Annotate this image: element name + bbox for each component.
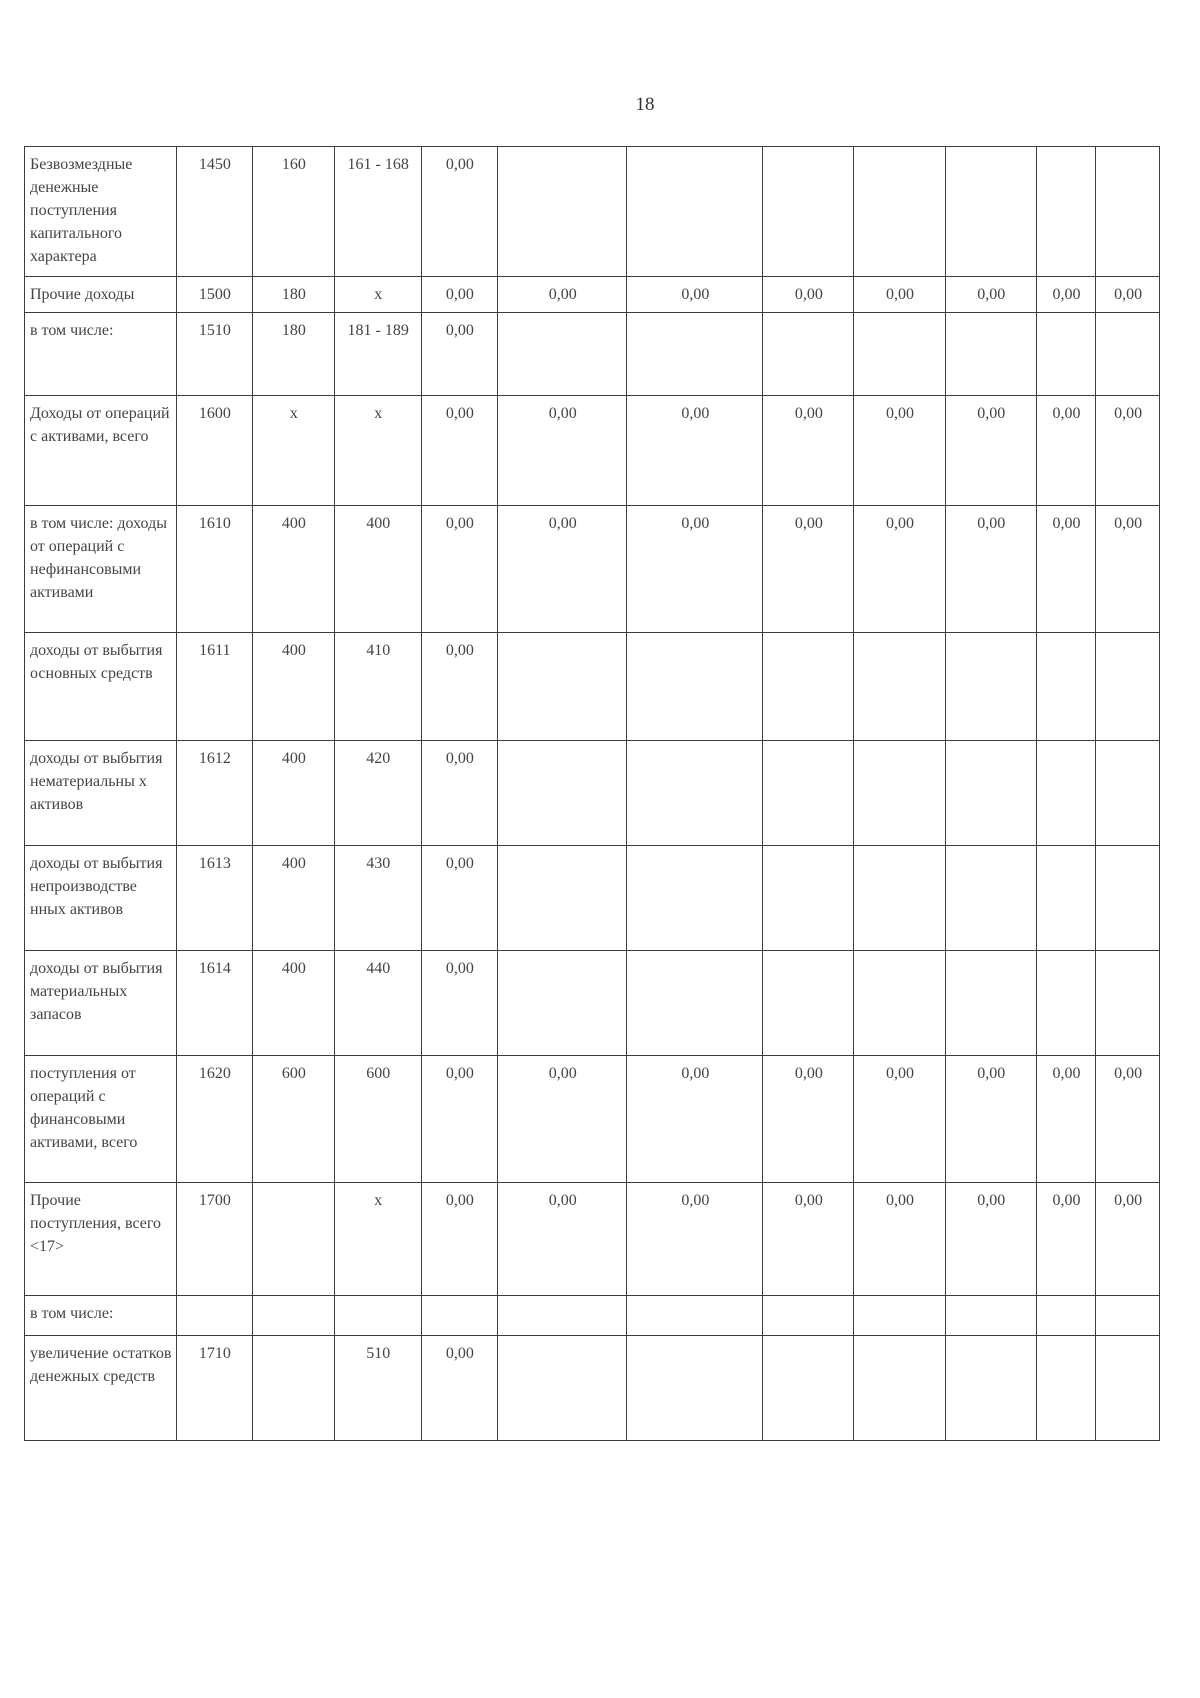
subcode-cell: 510 <box>334 1336 421 1441</box>
amount-cell <box>1036 1336 1095 1441</box>
amount-cell <box>1096 951 1160 1056</box>
subcode-cell: 440 <box>334 951 421 1056</box>
amount-cell <box>854 147 945 277</box>
amount-cell: 0,00 <box>421 277 497 313</box>
amount-cell: 0,00 <box>421 147 497 277</box>
amount-cell: 0,00 <box>1096 1183 1160 1296</box>
amount-cell <box>1036 951 1095 1056</box>
amount-cell: 0,00 <box>627 506 763 633</box>
row-name-cell: доходы от выбытия материальных запасов <box>25 951 177 1056</box>
amount-cell: 0,00 <box>421 1336 497 1441</box>
subcode-cell: 400 <box>334 506 421 633</box>
amount-cell: 0,00 <box>1096 1056 1160 1183</box>
amount-cell: 0,00 <box>1036 1056 1095 1183</box>
table-row <box>25 1296 1160 1336</box>
amount-cell <box>854 633 945 741</box>
amount-cell <box>945 846 1036 951</box>
amount-cell <box>854 951 945 1056</box>
table-row <box>25 506 1160 633</box>
kosgu-cell <box>253 1336 335 1441</box>
amount-cell <box>1036 633 1095 741</box>
row-code-cell: 1500 <box>176 277 252 313</box>
amount-cell: 0,00 <box>763 1056 854 1183</box>
amount-cell <box>945 1336 1036 1441</box>
subcode-cell: 600 <box>334 1056 421 1183</box>
table-row <box>25 313 1160 396</box>
amount-cell: 0,00 <box>421 1056 497 1183</box>
amount-cell: 0,00 <box>1036 277 1095 313</box>
row-name-cell: доходы от выбытия основных средств <box>25 633 177 741</box>
amount-cell <box>854 313 945 396</box>
subcode-cell: х <box>334 277 421 313</box>
table-row <box>25 1056 1160 1183</box>
amount-cell: 0,00 <box>763 1183 854 1296</box>
amount-cell: 0,00 <box>1096 506 1160 633</box>
amount-cell <box>1096 633 1160 741</box>
amount-cell: 0,00 <box>1036 1183 1095 1296</box>
amount-cell: 0,00 <box>627 1183 763 1296</box>
amount-cell <box>763 741 854 846</box>
amount-cell: 0,00 <box>854 1056 945 1183</box>
kosgu-cell: х <box>253 396 335 506</box>
amount-cell <box>627 313 763 396</box>
kosgu-cell: 400 <box>253 741 335 846</box>
amount-cell: 0,00 <box>763 506 854 633</box>
row-name-cell: в том числе: <box>25 313 177 396</box>
amount-cell: 0,00 <box>498 1056 627 1183</box>
subcode-cell <box>334 1296 421 1336</box>
subcode-cell: 420 <box>334 741 421 846</box>
amount-cell <box>498 313 627 396</box>
amount-cell <box>1096 846 1160 951</box>
kosgu-cell <box>253 1296 335 1336</box>
amount-cell: 0,00 <box>421 313 497 396</box>
amount-cell: 0,00 <box>945 1056 1036 1183</box>
amount-cell <box>627 741 763 846</box>
amount-cell: 0,00 <box>945 396 1036 506</box>
table-row <box>25 951 1160 1056</box>
kosgu-cell: 400 <box>253 951 335 1056</box>
amount-cell <box>854 741 945 846</box>
amount-cell <box>763 313 854 396</box>
row-name-cell: увеличение остатков денежных средств <box>25 1336 177 1441</box>
amount-cell <box>1096 1336 1160 1441</box>
amount-cell: 0,00 <box>1036 506 1095 633</box>
table-body <box>25 147 1160 1441</box>
row-code-cell: 1450 <box>176 147 252 277</box>
amount-cell: 0,00 <box>854 277 945 313</box>
amount-cell <box>1036 147 1095 277</box>
amount-cell: 0,00 <box>1096 277 1160 313</box>
row-name-cell: доходы от выбытия нематериальны х активов <box>25 741 177 846</box>
amount-cell <box>763 147 854 277</box>
kosgu-cell: 160 <box>253 147 335 277</box>
amount-cell <box>854 846 945 951</box>
kosgu-cell: 400 <box>253 846 335 951</box>
amount-cell: 0,00 <box>945 1183 1036 1296</box>
table-row <box>25 1183 1160 1296</box>
amount-cell: 0,00 <box>945 277 1036 313</box>
table-row <box>25 147 1160 277</box>
table-row <box>25 633 1160 741</box>
amount-cell: 0,00 <box>854 506 945 633</box>
amount-cell <box>763 1296 854 1336</box>
amount-cell: 0,00 <box>627 396 763 506</box>
row-code-cell: 1614 <box>176 951 252 1056</box>
amount-cell <box>627 1336 763 1441</box>
row-name-cell: Прочие доходы <box>25 277 177 313</box>
amount-cell <box>945 147 1036 277</box>
row-code-cell: 1613 <box>176 846 252 951</box>
subcode-cell: х <box>334 1183 421 1296</box>
financial-plan-table <box>24 146 1160 1441</box>
kosgu-cell: 400 <box>253 633 335 741</box>
amount-cell: 0,00 <box>945 506 1036 633</box>
amount-cell <box>763 1336 854 1441</box>
row-name-cell: Безвозмездные денежные поступления капитального характера <box>25 147 177 277</box>
row-name-cell: доходы от выбытия непроизводстве нных активов <box>25 846 177 951</box>
subcode-cell: 161 - 168 <box>334 147 421 277</box>
amount-cell <box>498 951 627 1056</box>
row-name-cell: Доходы от операций с активами, всего <box>25 396 177 506</box>
amount-cell <box>1036 846 1095 951</box>
row-code-cell: 1700 <box>176 1183 252 1296</box>
table-row <box>25 277 1160 313</box>
amount-cell: 0,00 <box>854 1183 945 1296</box>
amount-cell: 0,00 <box>763 277 854 313</box>
amount-cell: 0,00 <box>421 1183 497 1296</box>
amount-cell <box>763 951 854 1056</box>
row-code-cell: 1510 <box>176 313 252 396</box>
row-name-cell: в том числе: <box>25 1296 177 1336</box>
amount-cell <box>945 951 1036 1056</box>
amount-cell <box>1096 147 1160 277</box>
amount-cell <box>763 846 854 951</box>
amount-cell <box>627 147 763 277</box>
amount-cell: 0,00 <box>498 1183 627 1296</box>
row-code-cell: 1612 <box>176 741 252 846</box>
amount-cell: 0,00 <box>1096 396 1160 506</box>
amount-cell <box>763 633 854 741</box>
amount-cell <box>1096 741 1160 846</box>
amount-cell <box>1036 313 1095 396</box>
amount-cell <box>498 846 627 951</box>
amount-cell: 0,00 <box>498 396 627 506</box>
amount-cell: 0,00 <box>498 506 627 633</box>
kosgu-cell <box>253 1183 335 1296</box>
amount-cell: 0,00 <box>421 633 497 741</box>
amount-cell <box>945 313 1036 396</box>
kosgu-cell: 180 <box>253 277 335 313</box>
amount-cell <box>498 147 627 277</box>
amount-cell <box>421 1296 497 1336</box>
row-code-cell: 1600 <box>176 396 252 506</box>
amount-cell: 0,00 <box>421 506 497 633</box>
amount-cell <box>627 633 763 741</box>
amount-cell <box>498 1336 627 1441</box>
amount-cell: 0,00 <box>763 396 854 506</box>
kosgu-cell: 600 <box>253 1056 335 1183</box>
row-code-cell: 1611 <box>176 633 252 741</box>
amount-cell <box>945 741 1036 846</box>
subcode-cell: 181 - 189 <box>334 313 421 396</box>
amount-cell <box>854 1296 945 1336</box>
amount-cell <box>945 633 1036 741</box>
kosgu-cell: 180 <box>253 313 335 396</box>
amount-cell <box>1096 1296 1160 1336</box>
table-row <box>25 1336 1160 1441</box>
subcode-cell: 430 <box>334 846 421 951</box>
amount-cell: 0,00 <box>421 741 497 846</box>
amount-cell: 0,00 <box>421 951 497 1056</box>
amount-cell: 0,00 <box>1036 396 1095 506</box>
row-code-cell: 1610 <box>176 506 252 633</box>
amount-cell <box>854 1336 945 1441</box>
row-code-cell <box>176 1296 252 1336</box>
amount-cell <box>1036 741 1095 846</box>
amount-cell <box>627 951 763 1056</box>
amount-cell: 0,00 <box>854 396 945 506</box>
row-name-cell: поступления от операций с финансовыми активами, всего <box>25 1056 177 1183</box>
amount-cell <box>945 1296 1036 1336</box>
table-row <box>25 396 1160 506</box>
table-row <box>25 741 1160 846</box>
amount-cell <box>1036 1296 1095 1336</box>
subcode-cell: х <box>334 396 421 506</box>
table-row <box>25 846 1160 951</box>
row-code-cell: 1710 <box>176 1336 252 1441</box>
amount-cell <box>498 741 627 846</box>
amount-cell <box>627 1296 763 1336</box>
row-code-cell: 1620 <box>176 1056 252 1183</box>
amount-cell: 0,00 <box>421 396 497 506</box>
amount-cell <box>498 1296 627 1336</box>
amount-cell: 0,00 <box>498 277 627 313</box>
amount-cell: 0,00 <box>627 1056 763 1183</box>
subcode-cell: 410 <box>334 633 421 741</box>
row-name-cell: в том числе: доходы от операций с нефинансовыми активами <box>25 506 177 633</box>
row-name-cell: Прочие поступления, всего <17> <box>25 1183 177 1296</box>
amount-cell <box>1096 313 1160 396</box>
kosgu-cell: 400 <box>253 506 335 633</box>
amount-cell <box>498 633 627 741</box>
page-number: 18 <box>635 94 655 115</box>
amount-cell: 0,00 <box>627 277 763 313</box>
amount-cell <box>627 846 763 951</box>
amount-cell: 0,00 <box>421 846 497 951</box>
